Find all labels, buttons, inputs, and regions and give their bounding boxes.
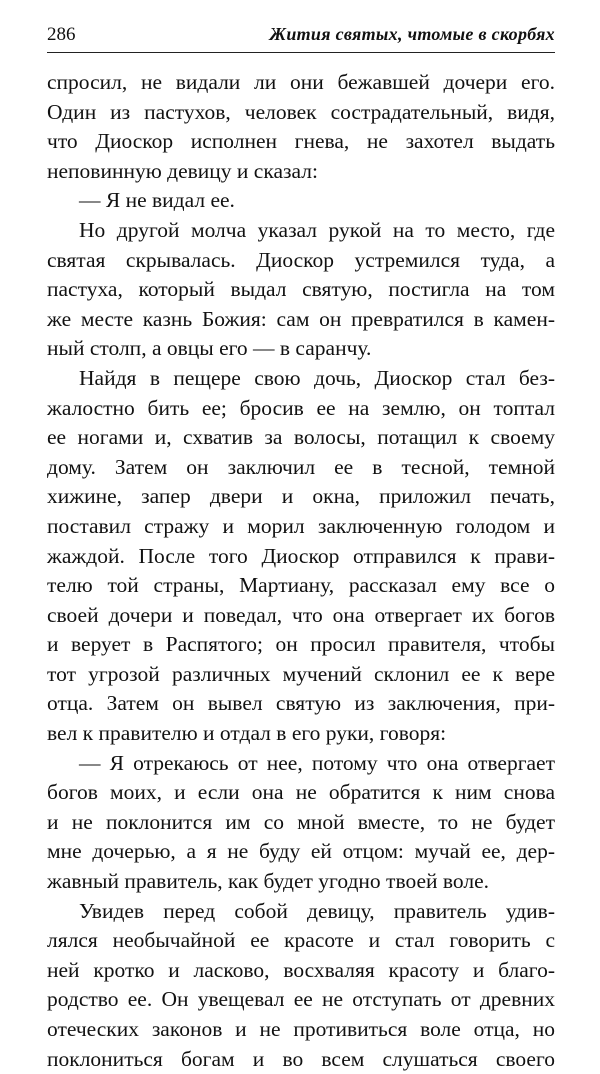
text-line: поклониться богам и во всем слушаться своего bbox=[47, 1046, 555, 1071]
text-line: неповинную девицу и сказал: bbox=[47, 158, 318, 183]
text-line: ней кротко и ласково, восхваляя красоту и благо- bbox=[47, 957, 555, 982]
text-line: дому. Затем он заключил ее в тесной, темной bbox=[47, 454, 555, 479]
text-line: же месте казнь Божия: сам он превратился в камен- bbox=[47, 306, 555, 331]
body-text bbox=[47, 68, 555, 1074]
text-line: тот угрозой различных мучений склонил ее к вере bbox=[47, 661, 555, 686]
text-line: жаждой. После того Диоскор отправился к прави- bbox=[47, 543, 555, 568]
text-line: Но другой молча указал рукой на то место, где bbox=[79, 217, 555, 242]
text-line: спросил, не видали ли они бежавшей дочери его. bbox=[47, 70, 555, 94]
text-line: Увидев перед собой девицу, правитель удив- bbox=[79, 898, 555, 923]
text-line: — Я отрекаюсь от нее, потому что она отвергает bbox=[79, 750, 555, 775]
text-line: поставил стражу и морил заключенную голодом и bbox=[47, 513, 555, 538]
text-line: святая скрывалась. Диоскор устремился туда, а bbox=[47, 247, 555, 272]
text-line: хижине, запер двери и окна, приложил печать, bbox=[47, 484, 555, 509]
text-line: жавный правитель, как будет угодно твоей воле. bbox=[47, 869, 489, 894]
text-line: Найдя в пещере свою дочь, Диоскор стал без- bbox=[79, 365, 555, 390]
text-line: отца. Затем он вывел святую из заключения, при- bbox=[47, 691, 555, 716]
text-line: Один из пастухов, человек сострадательный, видя, bbox=[47, 99, 555, 124]
page-number: 286 bbox=[47, 24, 76, 45]
text-line: — Я не видал ее. bbox=[79, 188, 235, 213]
text-line: своей дочери и поведал, что она отвергает их богов bbox=[47, 602, 555, 627]
text-line: и не поклонится им со мной вместе, то не будет bbox=[47, 809, 555, 834]
text-line: что Диоскор исполнен гнева, не захотел выдать bbox=[47, 129, 555, 154]
text-line: ный столп, а овцы его — в саранчу. bbox=[47, 336, 372, 361]
text-line: пастуха, который выдал святую, постигла на том bbox=[47, 277, 555, 302]
text-line: телю той страны, Мартиану, рассказал ему все о bbox=[47, 573, 555, 598]
text-line: лялся необычайной ее красоте и стал говорить с bbox=[47, 928, 555, 953]
text-line: мне дочерью, а я не буду ей отцом: мучай ее, дер- bbox=[47, 839, 555, 864]
text-line: жалостно бить ее; бросив ее на землю, он топтал bbox=[47, 395, 555, 420]
text-line: родство ее. Он увещевал ее не отступать от древних bbox=[47, 987, 555, 1012]
text-line: и верует в Распятого; он просил правителя, чтобы bbox=[47, 632, 555, 657]
text-line: отеческих законов и не противиться воле отца, но bbox=[47, 1017, 555, 1041]
running-title: Жития святых, чтомые в скорбях bbox=[269, 24, 555, 44]
text-line: богов моих, и если она не обратится к ним снова bbox=[47, 780, 555, 805]
page-header bbox=[47, 22, 555, 53]
text-line: ее ногами и, схватив за волосы, потащил к своему bbox=[47, 425, 555, 450]
text-line: вел к правителю и отдал в его руки, говоря: bbox=[47, 721, 447, 746]
